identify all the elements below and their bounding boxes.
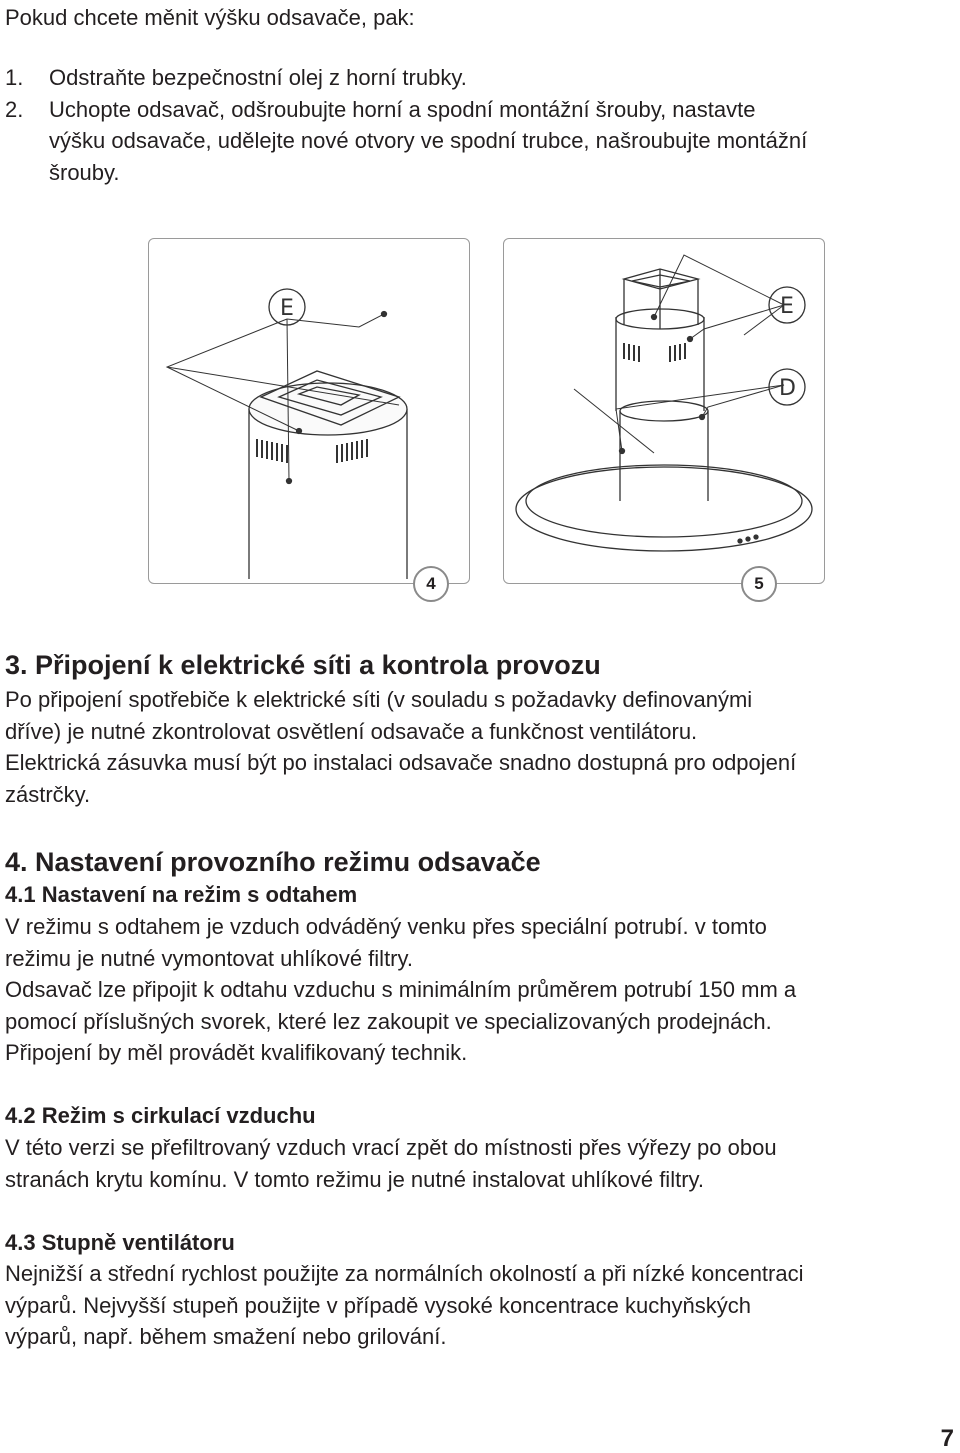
section-3-heading: 3. Připojení k elektrické síti a kontrola provozu xyxy=(5,650,601,680)
section-4-3-text xyxy=(5,1258,804,1353)
text-line: režimu je nutné vymontovat uhlíkové filtry. xyxy=(5,945,413,971)
label-d: D xyxy=(779,376,796,401)
intro-text: Pokud chcete měnit výšku odsavače, pak: xyxy=(5,5,415,30)
text-line: Odsavač lze připojit k odtahu vzduchu s minimálním průměrem potrubí 150 mm a xyxy=(5,977,797,1002)
figure-4-number: 4 xyxy=(413,566,449,602)
text-line: Připojení by měl provádět kvalifikovaný technik. xyxy=(5,1040,468,1065)
steps-list xyxy=(5,62,807,188)
step-1 xyxy=(5,62,807,94)
step-line: šrouby. xyxy=(49,159,120,185)
section-4-1-heading: 4.1 Nastavení na režim s odtahem xyxy=(5,882,358,907)
page-number: 7 xyxy=(940,1425,954,1452)
text-line: zástrčky. xyxy=(5,781,91,807)
text-line: dříve) je nutné zkontrolovat osvětlení odsavače a funkčnost ventilátoru. xyxy=(5,718,698,744)
section-4-2-text xyxy=(5,1132,777,1195)
figure-4-illustration xyxy=(149,239,471,585)
text-line: Elektrická zásuvka musí být po instalaci odsavače snadno dostupná pro odpojení xyxy=(5,750,797,775)
text-line: výparů. Nejvyšší stupeň použijte v případě vysoké koncentrace kuchyňských xyxy=(5,1292,751,1318)
text-line: Nejnižší a střední rychlost použijte za normálních okolností a při nízké koncentraci xyxy=(5,1261,804,1286)
text-line: pomocí příslušných svorek, které lez zakoupit ve specializovaných prodejnách. xyxy=(5,1008,772,1034)
figure-5-chimney-upper xyxy=(503,238,825,584)
figure-4-chimney-lower xyxy=(148,238,470,584)
section-4-3-heading: 4.3 Stupně ventilátoru xyxy=(5,1230,235,1255)
step-2 xyxy=(5,94,807,189)
text-line: výparů, např. během smažení nebo grilování. xyxy=(5,1324,447,1349)
step-line: Odstraňte bezpečnostní olej z horní trubky. xyxy=(49,65,467,90)
section-4-1-text xyxy=(5,911,796,1069)
step-line: Uchopte odsavač, odšroubujte horní a spodní montážní šrouby, nastavte xyxy=(49,96,756,122)
figure-5-illustration xyxy=(504,239,826,585)
text-line: V režimu s odtahem je vzduch odváděný venku přes speciální potrubí. v tomto xyxy=(5,914,767,939)
section-4-heading: 4. Nastavení provozního režimu odsavače xyxy=(5,847,541,877)
label-e: E xyxy=(780,294,794,319)
text-line: V této verzi se přefiltrovaný vzduch vrací zpět do místnosti přes výřezy po obou xyxy=(5,1135,777,1160)
section-4-2-heading: 4.2 Režim s cirkulací vzduchu xyxy=(5,1103,316,1128)
label-e: E xyxy=(280,296,294,321)
section-3-text xyxy=(5,684,796,810)
step-line: výšku odsavače, udělejte nové otvory ve spodní trubce, našroubujte montážní xyxy=(49,128,808,153)
text-line: Po připojení spotřebiče k elektrické síti (v souladu s požadavky definovanými xyxy=(5,687,753,712)
text-line: stranách krytu komínu. V tomto režimu je nutné instalovat uhlíkové filtry. xyxy=(5,1166,705,1192)
step-number: 2. xyxy=(5,96,24,122)
step-number: 1. xyxy=(5,65,24,90)
figure-5-number: 5 xyxy=(741,566,777,602)
